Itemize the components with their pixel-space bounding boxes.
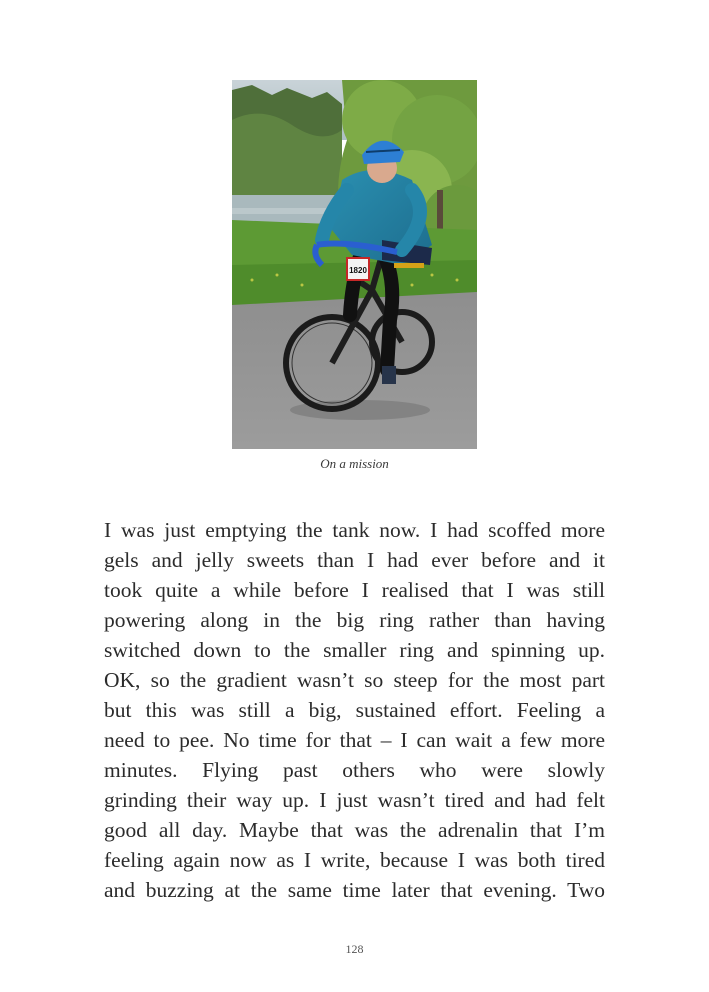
body-line: good all day. Maybe that was the adrenalin that I’m bbox=[104, 818, 605, 842]
body-line: took quite a while before I realised that I was still bbox=[104, 578, 605, 602]
body-line: gels and jelly sweets than I had ever before and it bbox=[104, 548, 605, 572]
svg-text:1820: 1820 bbox=[349, 266, 367, 275]
cyclist-photo bbox=[232, 80, 477, 449]
body-line: grinding their way up. I just wasn’t tired and had felt bbox=[104, 788, 605, 812]
body-line: minutes. Flying past others who were slowly bbox=[104, 758, 605, 782]
body-line: but this was still a big, sustained effort. Feeling a bbox=[104, 698, 605, 722]
body-line: and buzzing at the same time later that evening. Two bbox=[104, 878, 605, 902]
body-line: I was just emptying the tank now. I had scoffed more bbox=[104, 518, 605, 542]
page-number: 128 bbox=[345, 942, 364, 956]
body-paragraph bbox=[104, 515, 605, 905]
photo-caption: On a mission bbox=[320, 456, 389, 471]
body-line: OK, so the gradient wasn’t so steep for the most part bbox=[104, 668, 605, 692]
body-line: switched down to the smaller ring and spinning up. bbox=[104, 638, 605, 662]
body-line: need to pee. No time for that – I can wait a few more bbox=[104, 728, 605, 752]
body-line: feeling again now as I write, because I was both tired bbox=[104, 848, 605, 872]
body-line: powering along in the big ring rather than having bbox=[104, 608, 605, 632]
